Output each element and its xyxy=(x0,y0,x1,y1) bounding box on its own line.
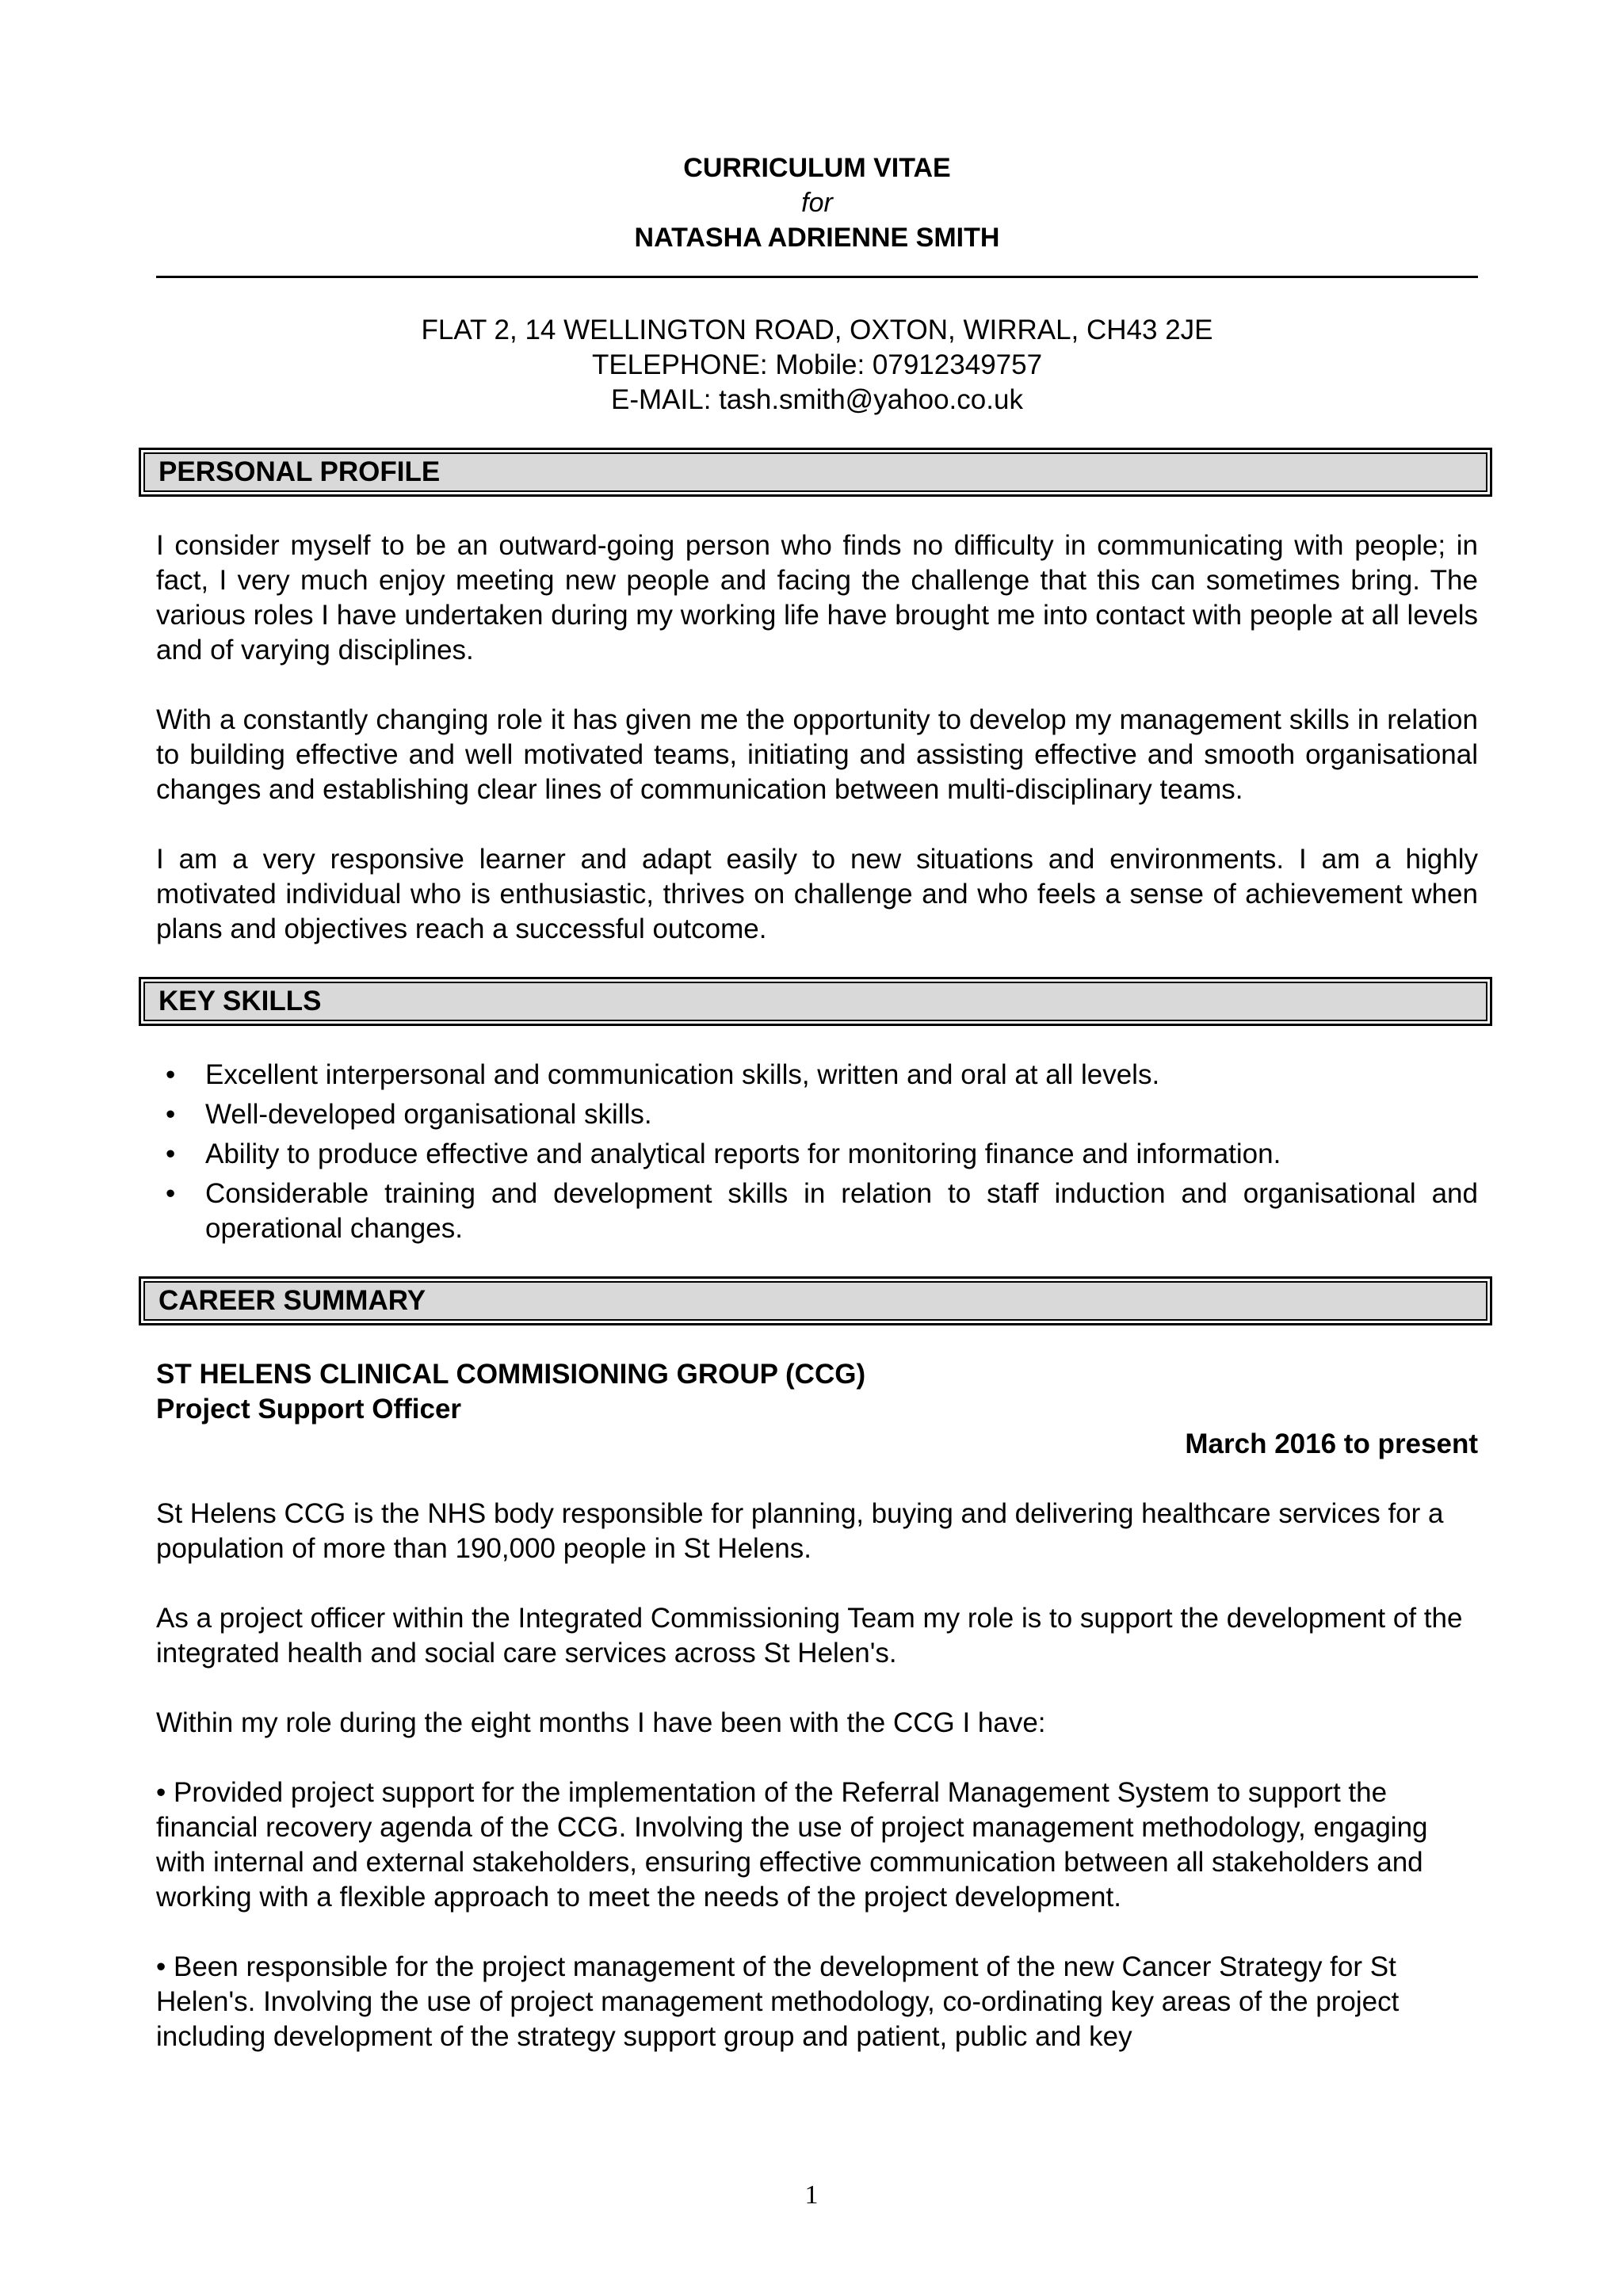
section-heading-career-summary xyxy=(139,1276,1492,1325)
skill-text: Well-developed organisational skills. xyxy=(205,1099,652,1130)
header-divider xyxy=(156,276,1478,278)
career-paragraph-2: As a project officer within the Integrated Commissioning Team my role is to support the development of the integrated health and social care services across St Helen's. xyxy=(156,1603,1463,1669)
job-dates: March 2016 to present xyxy=(1185,1428,1478,1459)
list-item xyxy=(156,1097,1478,1132)
contact-block xyxy=(156,313,1478,418)
skill-text: Ability to produce effective and analytical reports for monitoring finance and information. xyxy=(205,1138,1281,1169)
list-item xyxy=(156,1177,1478,1246)
section-title: PERSONAL PROFILE xyxy=(143,452,1487,492)
section-title: KEY SKILLS xyxy=(143,982,1487,1021)
candidate-name: NATASHA ADRIENNE SMITH xyxy=(634,223,1000,253)
bullet-icon: • xyxy=(166,1059,176,1090)
career-paragraph-4: • Provided project support for the implementation of the Referral Management System to support the financial recovery agenda of the CCG. Involving the use of project management methodology, engaging with internal and external stakeholders, ensuring effective communication between all stakeholders and working with a flexible approach to meet the needs of the project development. xyxy=(156,1777,1428,1913)
bullet-icon: • xyxy=(166,1178,176,1209)
skill-text: Excellent interpersonal and communication skills, written and oral at all levels. xyxy=(205,1059,1160,1090)
address: FLAT 2, 14 WELLINGTON ROAD, OXTON, WIRRAL, CH43 2JE xyxy=(421,315,1213,345)
section-heading-key-skills xyxy=(139,977,1492,1026)
list-item xyxy=(156,1058,1478,1093)
cv-content xyxy=(156,151,1478,2054)
page-number: 1 xyxy=(804,2180,819,2210)
email: E-MAIL: tash.smith@yahoo.co.uk xyxy=(611,384,1023,415)
profile-paragraph-2: With a constantly changing role it has given me the opportunity to develop my management skills in relation to building effective and well motivated teams, initiating and assisting effective and smooth organisational changes and establishing clear lines of communication between multi-disciplinary teams. xyxy=(156,704,1478,805)
career-paragraph-1: St Helens CCG is the NHS body responsible for planning, buying and delivering healthcare services for a population of more than 190,000 people in St Helens. xyxy=(156,1498,1444,1564)
key-skills-list xyxy=(156,1058,1478,1246)
bullet-icon: • xyxy=(166,1099,176,1130)
section-heading-personal-profile xyxy=(139,448,1492,497)
telephone: TELEPHONE: Mobile: 07912349757 xyxy=(591,349,1043,380)
skill-text: Considerable training and development skills in relation to staff induction and organisational and operational changes. xyxy=(205,1178,1478,1244)
document-title: CURRICULUM VITAE xyxy=(683,153,951,183)
bullet-icon: • xyxy=(166,1138,176,1169)
profile-paragraph-3: I am a very responsive learner and adapt easily to new situations and environments. I am a highly motivated individual who is enthusiastic, thrives on challenge and who feels a sense of achievement when plans and objectives reach a successful outcome. xyxy=(156,844,1478,944)
profile-paragraph-1: I consider myself to be an outward-going person who finds no difficulty in communicating with people; in fact, I very much enjoy meeting new people and facing the challenge that this can sometimes bring. The various roles I have undertaken during my working life have brought me into contact with people at all levels and of varying disciplines. xyxy=(156,530,1478,666)
employer-name: ST HELENS CLINICAL COMMISIONING GROUP (CCG) xyxy=(156,1359,866,1390)
job-title: Project Support Officer xyxy=(156,1394,462,1425)
section-title: CAREER SUMMARY xyxy=(143,1281,1487,1321)
career-paragraph-3: Within my role during the eight months I have been with the CCG I have: xyxy=(156,1707,1046,1738)
career-paragraph-5: • Been responsible for the project management of the development of the new Cancer Strategy for St Helen's. Involving the use of project management methodology, co-ordinating key areas of the project including development of the strategy support group and patient, public and key xyxy=(156,1951,1400,2052)
list-item xyxy=(156,1137,1478,1172)
cv-header xyxy=(156,151,1478,255)
for-word: for xyxy=(801,188,833,218)
